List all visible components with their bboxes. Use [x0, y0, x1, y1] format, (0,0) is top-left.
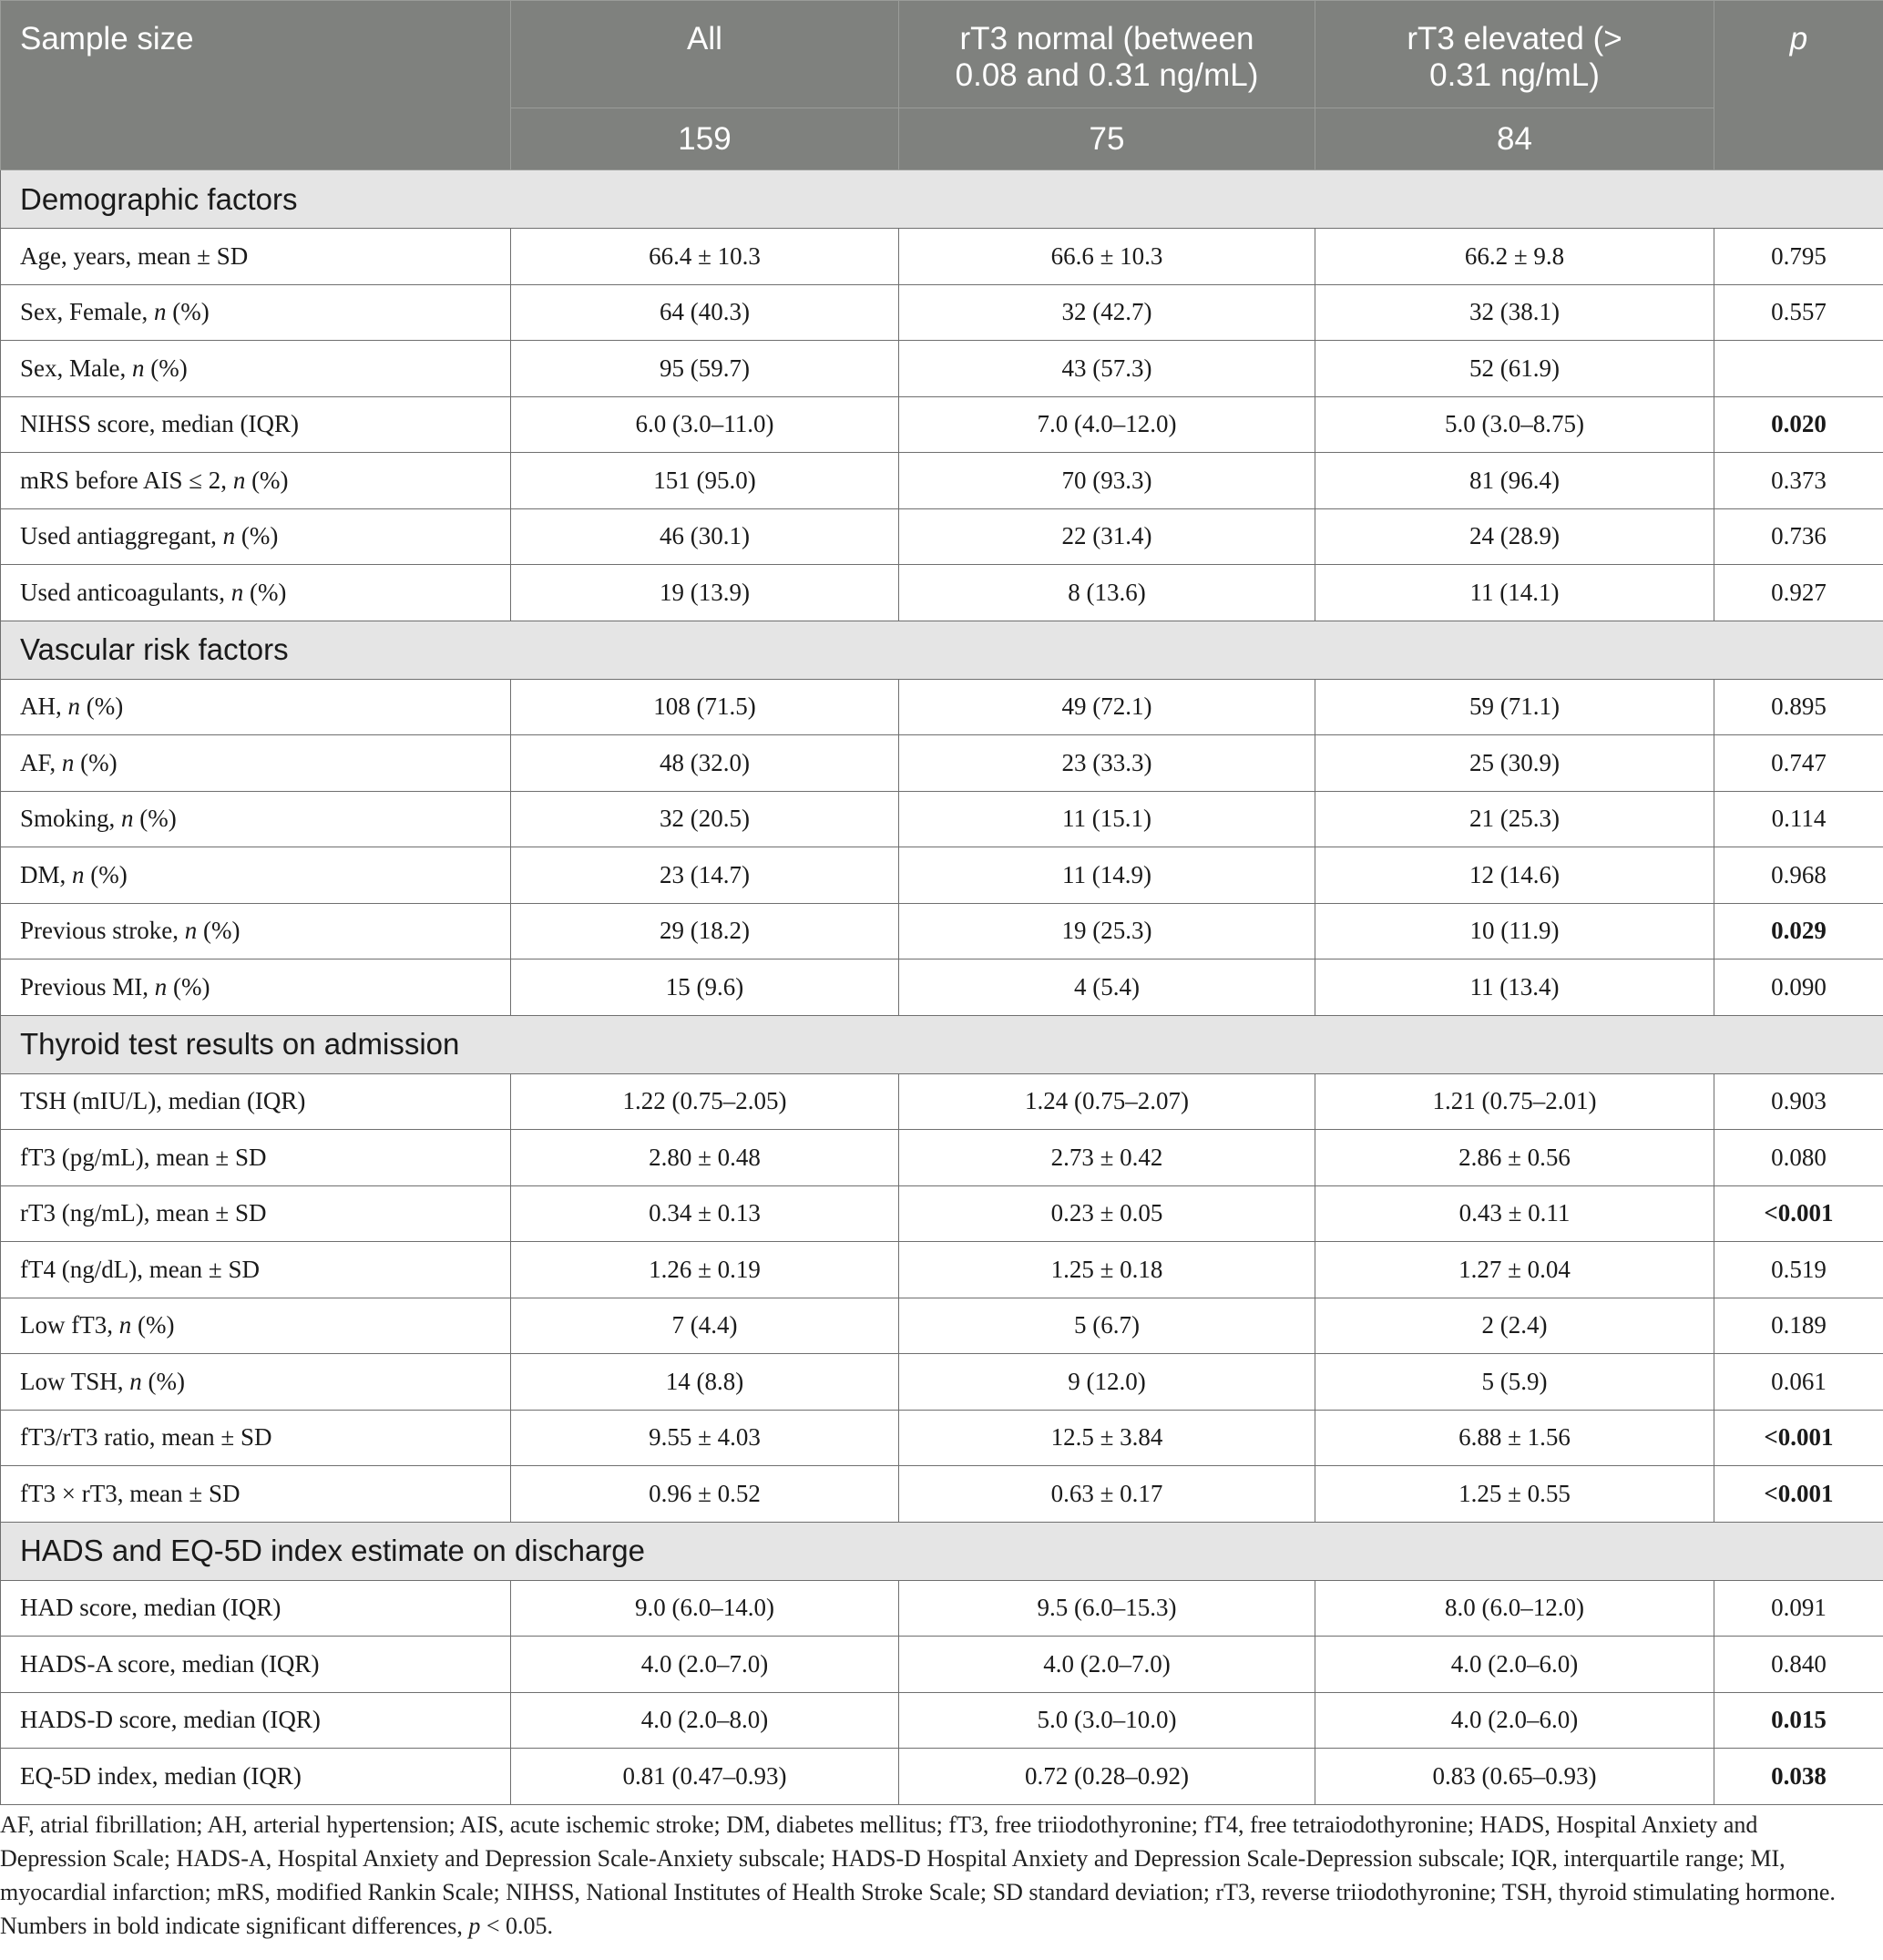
- cell-rt3-elevated: 2.86 ± 0.56: [1315, 1130, 1714, 1186]
- row-label: [1, 1466, 511, 1523]
- row-label-n-symbol: n: [118, 1311, 132, 1339]
- row-label: [1, 679, 511, 735]
- row-label: [1, 1410, 511, 1466]
- row-label-suffix: (%): [235, 522, 279, 550]
- cell-rt3-elevated: 10 (11.9): [1315, 903, 1714, 959]
- row-label-text: EQ-5D index, median (IQR): [20, 1761, 302, 1790]
- row-label-suffix: (%): [141, 1367, 185, 1395]
- row-label-text: Previous stroke,: [20, 917, 185, 945]
- table-row: [1, 1130, 1883, 1186]
- cell-rt3-normal: 19 (25.3): [899, 903, 1315, 959]
- row-label-suffix: (%): [80, 693, 124, 721]
- cell-rt3-normal: 0.23 ± 0.05: [899, 1185, 1315, 1242]
- cell-rt3-normal: 5 (6.7): [899, 1298, 1315, 1354]
- cell-all: 151 (95.0): [511, 453, 899, 509]
- cell-rt3-normal: 70 (93.3): [899, 453, 1315, 509]
- header-rt3-elevated-line1: rT3 elevated (>: [1407, 21, 1622, 56]
- cell-rt3-normal: 4.0 (2.0–7.0): [899, 1637, 1315, 1693]
- row-label-n-symbol: n: [184, 917, 198, 945]
- row-label-suffix: (%): [243, 578, 287, 606]
- row-label-n-symbol: n: [230, 578, 244, 606]
- cell-rt3-elevated: 12 (14.6): [1315, 847, 1714, 904]
- row-label: [1, 1580, 511, 1637]
- cell-rt3-elevated: 4.0 (2.0–6.0): [1315, 1692, 1714, 1749]
- table-row: [1, 1749, 1883, 1805]
- row-label-text: Used antiaggregant,: [20, 522, 223, 550]
- row-label-n-symbol: n: [222, 522, 236, 550]
- row-label: [1, 903, 511, 959]
- cell-rt3-elevated: 81 (96.4): [1315, 453, 1714, 509]
- cell-rt3-elevated: 1.25 ± 0.55: [1315, 1466, 1714, 1523]
- cell-rt3-normal: 7.0 (4.0–12.0): [899, 396, 1315, 453]
- cell-p-value: 0.020: [1714, 396, 1883, 453]
- cell-rt3-normal: 66.6 ± 10.3: [899, 229, 1315, 285]
- cell-all: 9.55 ± 4.03: [511, 1410, 899, 1466]
- row-label: [1, 1130, 511, 1186]
- cell-p-value: 0.903: [1714, 1073, 1883, 1130]
- table-row: [1, 735, 1883, 792]
- table-row: [1, 1692, 1883, 1749]
- cell-p-value: [1714, 341, 1883, 397]
- cell-all: 95 (59.7): [511, 341, 899, 397]
- row-label-suffix: (%): [84, 860, 128, 888]
- row-label-suffix: (%): [166, 298, 210, 326]
- table-row: [1, 679, 1883, 735]
- table-body: [1, 170, 1883, 1805]
- cell-all: 29 (18.2): [511, 903, 899, 959]
- cell-p-value: 0.015: [1714, 1692, 1883, 1749]
- section-row: [1, 1015, 1883, 1073]
- cell-all: 1.26 ± 0.19: [511, 1242, 899, 1298]
- cell-p-value: 0.373: [1714, 453, 1883, 509]
- cell-p-value: 0.038: [1714, 1749, 1883, 1805]
- cell-rt3-elevated: 11 (13.4): [1315, 959, 1714, 1016]
- row-label-n-symbol: n: [121, 805, 134, 833]
- row-label-text: Smoking,: [20, 805, 122, 833]
- table-row: [1, 229, 1883, 285]
- row-label: [1, 959, 511, 1016]
- cell-rt3-normal: 9 (12.0): [899, 1354, 1315, 1411]
- cell-all: 0.96 ± 0.52: [511, 1466, 899, 1523]
- row-label-text: mRS before AIS ≤ 2,: [20, 466, 233, 494]
- header-rt3-normal-line2: 0.08 and 0.31 ng/mL): [955, 57, 1259, 93]
- table-row: [1, 453, 1883, 509]
- cell-rt3-elevated: 25 (30.9): [1315, 735, 1714, 792]
- cell-rt3-elevated: 32 (38.1): [1315, 284, 1714, 341]
- cell-p-value: 0.795: [1714, 229, 1883, 285]
- header-n-normal: 75: [899, 108, 1315, 170]
- cell-rt3-elevated: 66.2 ± 9.8: [1315, 229, 1714, 285]
- row-label-text: Low TSH,: [20, 1367, 130, 1395]
- row-label-n-symbol: n: [131, 354, 145, 382]
- header-all: All: [511, 1, 899, 108]
- row-label: [1, 1354, 511, 1411]
- row-label-suffix: (%): [245, 466, 289, 494]
- table-row: [1, 903, 1883, 959]
- cell-rt3-normal: 1.25 ± 0.18: [899, 1242, 1315, 1298]
- cell-all: 7 (4.4): [511, 1298, 899, 1354]
- cell-p-value: 0.747: [1714, 735, 1883, 792]
- cell-rt3-normal: 11 (15.1): [899, 791, 1315, 847]
- cell-p-value: 0.557: [1714, 284, 1883, 341]
- cell-p-value: <0.001: [1714, 1466, 1883, 1523]
- cell-rt3-elevated: 8.0 (6.0–12.0): [1315, 1580, 1714, 1637]
- cell-p-value: 0.895: [1714, 679, 1883, 735]
- footnote-p-symbol: p: [468, 1913, 481, 1939]
- cell-all: 15 (9.6): [511, 959, 899, 1016]
- row-label: [1, 284, 511, 341]
- table-row: [1, 1298, 1883, 1354]
- table-row: [1, 1073, 1883, 1130]
- row-label-text: Low fT3,: [20, 1311, 119, 1339]
- row-label: [1, 1749, 511, 1805]
- row-label: [1, 1298, 511, 1354]
- row-label: [1, 229, 511, 285]
- row-label-text: Age, years, mean ± SD: [20, 241, 249, 270]
- row-label-n-symbol: n: [67, 693, 80, 721]
- row-label-n-symbol: n: [61, 748, 75, 776]
- cell-rt3-normal: 43 (57.3): [899, 341, 1315, 397]
- cell-rt3-elevated: 24 (28.9): [1315, 508, 1714, 565]
- footnote-tail: < 0.05.: [480, 1913, 553, 1939]
- cell-rt3-elevated: 1.21 (0.75–2.01): [1315, 1073, 1714, 1130]
- cell-all: 48 (32.0): [511, 735, 899, 792]
- cell-rt3-normal: 4 (5.4): [899, 959, 1315, 1016]
- cell-rt3-elevated: 5 (5.9): [1315, 1354, 1714, 1411]
- table-header: [1, 1, 1883, 170]
- cell-rt3-normal: 2.73 ± 0.42: [899, 1130, 1315, 1186]
- cell-p-value: 0.736: [1714, 508, 1883, 565]
- section-title: Demographic factors: [1, 170, 1883, 229]
- row-label-suffix: (%): [133, 805, 177, 833]
- cell-rt3-normal: 0.72 (0.28–0.92): [899, 1749, 1315, 1805]
- row-label-text: Sex, Male,: [20, 354, 132, 382]
- cell-rt3-elevated: 21 (25.3): [1315, 791, 1714, 847]
- cell-all: 32 (20.5): [511, 791, 899, 847]
- cell-rt3-normal: 5.0 (3.0–10.0): [899, 1692, 1315, 1749]
- table-row: [1, 1466, 1883, 1523]
- table-row: [1, 1185, 1883, 1242]
- row-label-suffix: (%): [167, 972, 210, 1001]
- table-row: [1, 959, 1883, 1016]
- header-sample-size: Sample size: [1, 1, 511, 170]
- cell-rt3-normal: 1.24 (0.75–2.07): [899, 1073, 1315, 1130]
- row-label-text: rT3 (ng/mL), mean ± SD: [20, 1199, 267, 1227]
- row-label-n-symbol: n: [72, 860, 85, 888]
- table-row: [1, 565, 1883, 621]
- cell-p-value: <0.001: [1714, 1410, 1883, 1466]
- cell-all: 0.81 (0.47–0.93): [511, 1749, 899, 1805]
- row-label-n-symbol: n: [154, 972, 168, 1001]
- cell-rt3-elevated: 11 (14.1): [1315, 565, 1714, 621]
- cell-rt3-normal: 23 (33.3): [899, 735, 1315, 792]
- table-row: [1, 1354, 1883, 1411]
- row-label-text: AH,: [20, 693, 68, 721]
- cell-rt3-elevated: 1.27 ± 0.04: [1315, 1242, 1714, 1298]
- row-label-text: Used anticoagulants,: [20, 578, 231, 606]
- row-label-text: fT3 × rT3, mean ± SD: [20, 1479, 240, 1507]
- row-label-text: HADS-A score, median (IQR): [20, 1649, 320, 1678]
- header-rt3-elevated-line2: 0.31 ng/mL): [1429, 57, 1600, 93]
- cell-rt3-normal: 32 (42.7): [899, 284, 1315, 341]
- cell-all: 64 (40.3): [511, 284, 899, 341]
- section-title: Thyroid test results on admission: [1, 1015, 1883, 1073]
- row-label-suffix: (%): [197, 917, 240, 945]
- cell-all: 23 (14.7): [511, 847, 899, 904]
- cell-p-value: 0.029: [1714, 903, 1883, 959]
- cell-rt3-elevated: 2 (2.4): [1315, 1298, 1714, 1354]
- header-rt3-normal: [899, 1, 1315, 108]
- row-label-n-symbol: n: [153, 298, 167, 326]
- cell-p-value: 0.519: [1714, 1242, 1883, 1298]
- row-label-text: DM,: [20, 860, 73, 888]
- row-label: [1, 1185, 511, 1242]
- cell-p-value: 0.189: [1714, 1298, 1883, 1354]
- cell-rt3-normal: 9.5 (6.0–15.3): [899, 1580, 1315, 1637]
- cell-p-value: <0.001: [1714, 1185, 1883, 1242]
- cell-all: 66.4 ± 10.3: [511, 229, 899, 285]
- table-row: [1, 1410, 1883, 1466]
- cell-p-value: 0.114: [1714, 791, 1883, 847]
- row-label-text: TSH (mIU/L), median (IQR): [20, 1087, 306, 1115]
- row-label: [1, 396, 511, 453]
- table-row: [1, 847, 1883, 904]
- row-label: [1, 1637, 511, 1693]
- row-label: [1, 791, 511, 847]
- row-label: [1, 1242, 511, 1298]
- table-row: [1, 1580, 1883, 1637]
- row-label: [1, 735, 511, 792]
- table-row: [1, 1637, 1883, 1693]
- cell-rt3-normal: 0.63 ± 0.17: [899, 1466, 1315, 1523]
- cell-all: 0.34 ± 0.13: [511, 1185, 899, 1242]
- cell-all: 2.80 ± 0.48: [511, 1130, 899, 1186]
- table-footnote: [0, 1808, 1840, 1943]
- row-label-text: HAD score, median (IQR): [20, 1594, 281, 1622]
- cell-all: 108 (71.5): [511, 679, 899, 735]
- row-label-text: AF,: [20, 748, 62, 776]
- section-title: Vascular risk factors: [1, 621, 1883, 679]
- cell-all: 1.22 (0.75–2.05): [511, 1073, 899, 1130]
- cell-p-value: 0.927: [1714, 565, 1883, 621]
- header-rt3-normal-line1: rT3 normal (between: [959, 21, 1254, 56]
- footnote-text: AF, atrial fibrillation; AH, arterial hypertension; AIS, acute ischemic stroke; DM, diabetes mellitus; fT3, free triiodothyronine; fT4, free tetraiodothyronine; HADS, Hospital Anxiety and Depression Scale; HADS-A, Hospital Anxiety and Depression Scale-Anxiety subscale; HADS-D Hospital Anxiety and Depression Scale-Depression subscale; IQR, interquartile range; MI, myocardial infarction; mRS, modified Rankin Scale; NIHSS, National Institutes of Health Stroke Scale; SD standard deviation; rT3, reverse triiodothyronine; TSH, thyroid stimulating hormone. Numbers in bold indicate significant differences,: [0, 1811, 1836, 1939]
- header-n-all: 159: [511, 108, 899, 170]
- table-row: [1, 396, 1883, 453]
- row-label: [1, 565, 511, 621]
- row-label: [1, 341, 511, 397]
- cell-all: 19 (13.9): [511, 565, 899, 621]
- cell-all: 14 (8.8): [511, 1354, 899, 1411]
- cell-rt3-normal: 12.5 ± 3.84: [899, 1410, 1315, 1466]
- table-row: [1, 284, 1883, 341]
- table-row: [1, 508, 1883, 565]
- row-label: [1, 1073, 511, 1130]
- row-label: [1, 847, 511, 904]
- cell-rt3-normal: 49 (72.1): [899, 679, 1315, 735]
- section-title: HADS and EQ-5D index estimate on discharge: [1, 1522, 1883, 1580]
- header-n-elevated: 84: [1315, 108, 1714, 170]
- row-label: [1, 1692, 511, 1749]
- cell-rt3-elevated: 0.43 ± 0.11: [1315, 1185, 1714, 1242]
- row-label-text: fT4 (ng/dL), mean ± SD: [20, 1255, 261, 1283]
- row-label-text: fT3 (pg/mL), mean ± SD: [20, 1143, 267, 1171]
- cell-rt3-elevated: 59 (71.1): [1315, 679, 1714, 735]
- row-label: [1, 508, 511, 565]
- cell-p-value: 0.968: [1714, 847, 1883, 904]
- cell-all: 9.0 (6.0–14.0): [511, 1580, 899, 1637]
- row-label-text: NIHSS score, median (IQR): [20, 410, 299, 438]
- row-label: [1, 453, 511, 509]
- section-row: [1, 170, 1883, 229]
- cell-rt3-normal: 8 (13.6): [899, 565, 1315, 621]
- header-p-value: p: [1714, 1, 1883, 170]
- table-row: [1, 341, 1883, 397]
- row-label-suffix: (%): [74, 748, 118, 776]
- row-label-text: Sex, Female,: [20, 298, 154, 326]
- table-row: [1, 791, 1883, 847]
- cell-p-value: 0.061: [1714, 1354, 1883, 1411]
- cell-all: 4.0 (2.0–7.0): [511, 1637, 899, 1693]
- section-row: [1, 1522, 1883, 1580]
- row-label-n-symbol: n: [232, 466, 246, 494]
- row-label-text: HADS-D score, median (IQR): [20, 1706, 321, 1734]
- row-label-text: fT3/rT3 ratio, mean ± SD: [20, 1423, 272, 1452]
- row-label-suffix: (%): [131, 1311, 175, 1339]
- cell-rt3-elevated: 4.0 (2.0–6.0): [1315, 1637, 1714, 1693]
- cell-all: 6.0 (3.0–11.0): [511, 396, 899, 453]
- cell-rt3-normal: 22 (31.4): [899, 508, 1315, 565]
- table-row: [1, 1242, 1883, 1298]
- cell-all: 46 (30.1): [511, 508, 899, 565]
- section-row: [1, 621, 1883, 679]
- cell-p-value: 0.090: [1714, 959, 1883, 1016]
- row-label-n-symbol: n: [129, 1367, 142, 1395]
- cell-p-value: 0.091: [1714, 1580, 1883, 1637]
- header-rt3-elevated: [1315, 1, 1714, 108]
- row-label-text: Previous MI,: [20, 972, 155, 1001]
- cell-all: 4.0 (2.0–8.0): [511, 1692, 899, 1749]
- cell-p-value: 0.080: [1714, 1130, 1883, 1186]
- row-label-suffix: (%): [144, 354, 188, 382]
- cell-rt3-elevated: 52 (61.9): [1315, 341, 1714, 397]
- cell-rt3-elevated: 0.83 (0.65–0.93): [1315, 1749, 1714, 1805]
- cell-rt3-elevated: 5.0 (3.0–8.75): [1315, 396, 1714, 453]
- cell-rt3-elevated: 6.88 ± 1.56: [1315, 1410, 1714, 1466]
- cell-rt3-normal: 11 (14.9): [899, 847, 1315, 904]
- cell-p-value: 0.840: [1714, 1637, 1883, 1693]
